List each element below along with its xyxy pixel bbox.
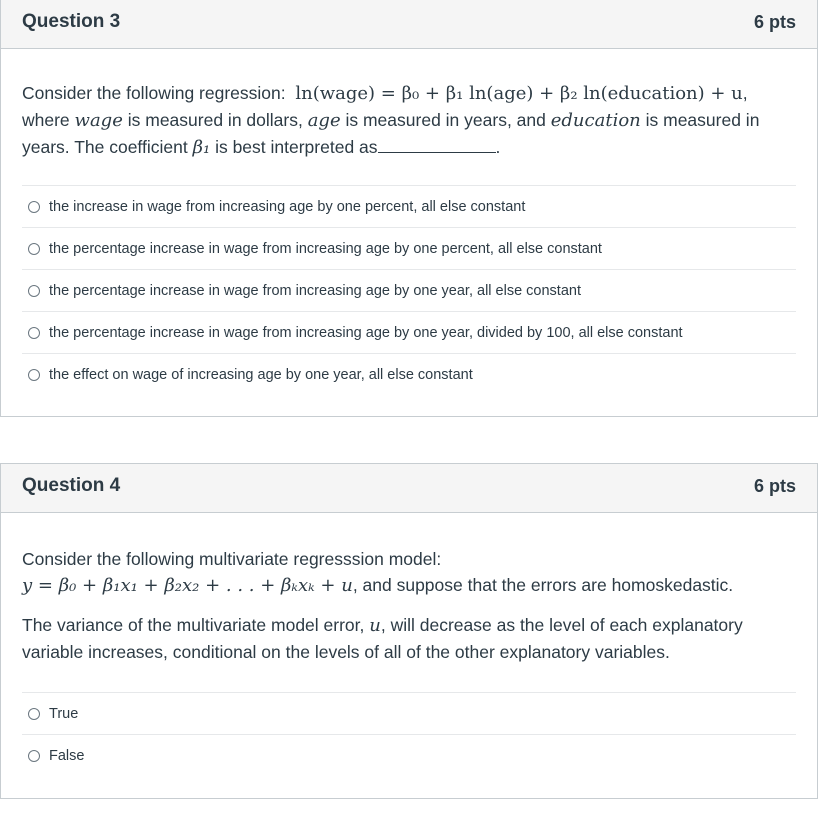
answer-label: the percentage increase in wage from increasing age by one year, divided by 100, all else constant <box>49 324 683 341</box>
question-3-text: Consider the following regression: ln(wage) = β₀ + β₁ ln(age) + β₂ ln(education) + u, where wage is measured in dollars, age is measured in years, and education is measured in years. The coefficient β₁ is best interpreted as . <box>22 83 760 158</box>
question-4-paragraph-2 <box>22 612 787 665</box>
q4-intro: Consider the following multivariate regresssion model: <box>22 549 442 569</box>
q3-line2a: where <box>22 110 70 130</box>
q3-line2c: is measured in years, and <box>345 110 546 130</box>
question-3-points: 6 pts <box>753 12 796 32</box>
answer-label: False <box>49 747 85 764</box>
radio-icon[interactable] <box>28 750 40 762</box>
radio-icon[interactable] <box>28 285 40 297</box>
q4-equation: y = β₀ + β₁x₁ + β₂x₂ + . . . + βₖxₖ + u <box>22 575 353 596</box>
radio-icon[interactable] <box>28 369 40 381</box>
question-4-title: Question 4 <box>22 475 121 496</box>
q3-answer-3[interactable] <box>22 270 796 312</box>
q4-answer-true[interactable] <box>22 693 796 735</box>
q3-var-wage: wage <box>74 110 123 131</box>
radio-icon[interactable] <box>28 201 40 213</box>
radio-icon[interactable] <box>28 708 40 720</box>
question-4-header <box>1 464 817 513</box>
answer-label: the effect on wage of increasing age by one year, all else constant <box>49 366 473 383</box>
radio-icon[interactable] <box>28 327 40 339</box>
question-4-answers <box>22 692 796 776</box>
question-4-points: 6 pts <box>753 476 796 496</box>
question-4-card <box>0 463 818 799</box>
q4-var-u: u <box>369 615 381 636</box>
question-3-answers <box>22 185 796 395</box>
q3-answer-4[interactable] <box>22 312 796 354</box>
q3-var-age: age <box>307 110 341 131</box>
q3-answer-5[interactable] <box>22 354 796 395</box>
question-3-header <box>1 0 817 49</box>
q3-line2b: is measured in dollars, <box>127 110 303 130</box>
radio-icon[interactable] <box>28 243 40 255</box>
q3-coef: β₁ <box>192 137 211 158</box>
q3-blank <box>378 134 496 153</box>
answer-label: the increase in wage from increasing age by one percent, all else constant <box>49 198 526 215</box>
q3-line3a: years. The coefficient <box>22 137 188 157</box>
q3-line2d: is measured in <box>645 110 760 130</box>
question-3-card <box>0 0 818 417</box>
answer-label: the percentage increase in wage from increasing age by one percent, all else constant <box>49 240 602 257</box>
q4-para2b: , will decrease as the level of each explanatory variable increases, conditional on the levels of all of the other explanatory variables. <box>22 615 743 662</box>
q3-var-education: education <box>550 110 641 131</box>
answer-label: True <box>49 705 79 722</box>
answer-label: the percentage increase in wage from increasing age by one year, all else constant <box>49 282 581 299</box>
q3-answer-1[interactable] <box>22 186 796 228</box>
q3-equation: ln(wage) = β₀ + β₁ ln(age) + β₂ ln(education) + u <box>295 83 743 104</box>
q3-answer-2[interactable] <box>22 228 796 270</box>
q4-answer-false[interactable] <box>22 735 796 776</box>
question-3-title: Question 3 <box>22 11 121 32</box>
question-4-text <box>22 546 787 599</box>
q4-after-eq: , and suppose that the errors are homoskedastic. <box>352 575 734 595</box>
q3-line3b: is best interpreted as <box>215 137 378 157</box>
q4-para2a: The variance of the multivariate model error, <box>22 615 365 635</box>
q3-intro: Consider the following regression: <box>22 83 286 103</box>
